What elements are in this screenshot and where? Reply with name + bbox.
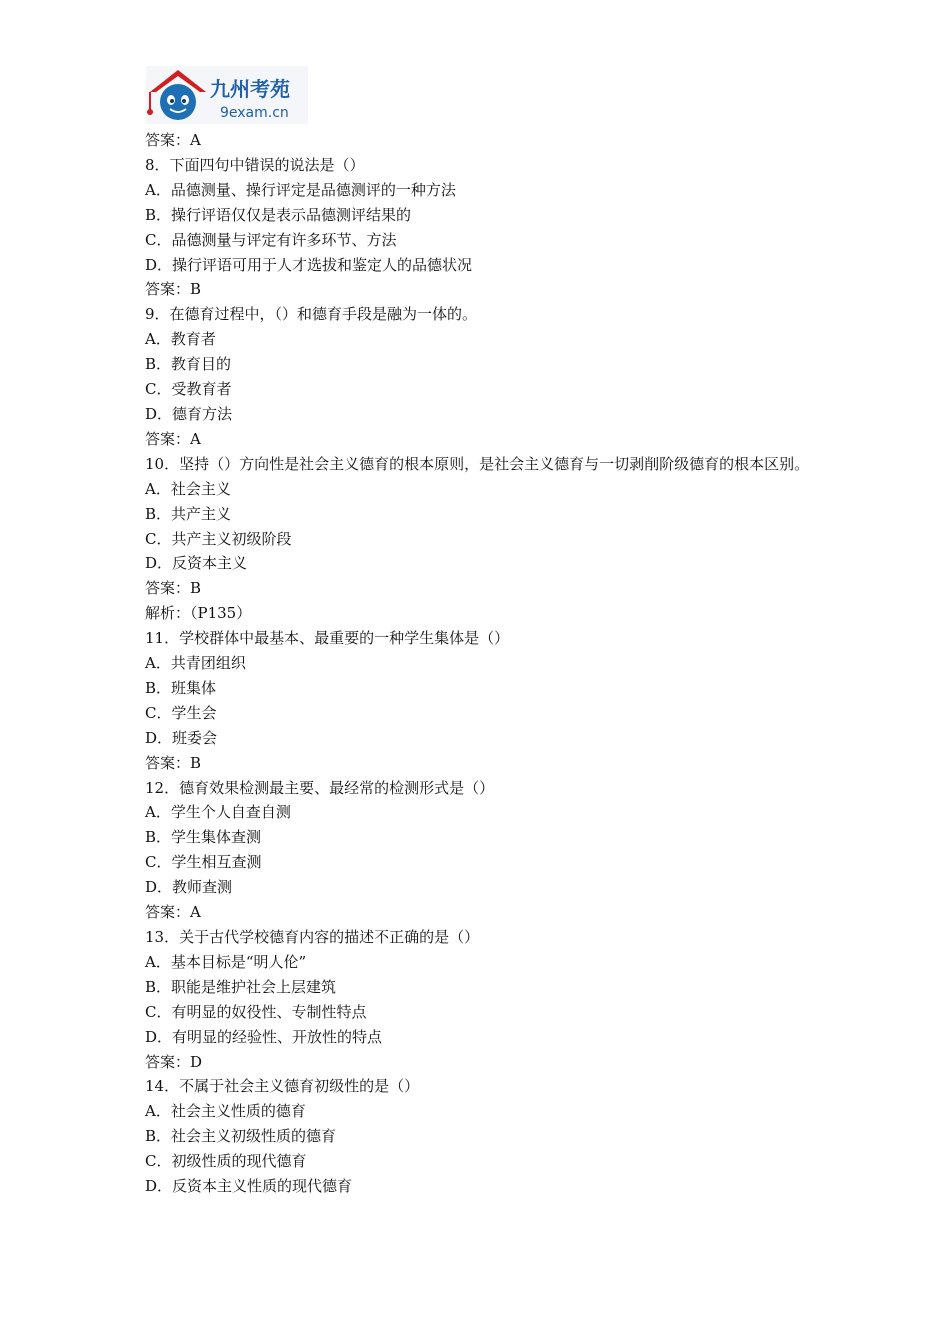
analysis-line: 解析：（P135） <box>145 604 252 623</box>
question-11: 11．学校群体中最基本、最重要的一种学生集体是（） <box>145 629 510 648</box>
option-c: C．共产主义初级阶段 <box>145 529 292 548</box>
question-12: 12．德育效果检测最主要、最经常的检测形式是（） <box>145 778 495 797</box>
option-b: B．教育目的 <box>145 355 232 374</box>
option-a: A．共青团组织 <box>145 654 246 673</box>
logo-domain: 9exam.cn <box>220 105 289 121</box>
option-a: A．社会主义 <box>145 479 231 498</box>
option-d: D．德育方法 <box>145 404 233 423</box>
option-a: A．教育者 <box>145 330 216 349</box>
option-a: A．基本目标是“明人伦” <box>145 952 307 971</box>
answer-line: 答案：B <box>145 753 202 772</box>
option-c: C．有明显的奴役性、专制性特点 <box>145 1002 367 1021</box>
option-b: B．共产主义 <box>145 504 232 523</box>
question-10: 10．坚持（）方向性是社会主义德育的根本原则，是社会主义德育与一切剥削阶级德育的根本区别。 <box>145 454 810 473</box>
option-c: C．初级性质的现代德育 <box>145 1152 307 1171</box>
option-d: D．教师查测 <box>145 878 233 897</box>
option-b: B．社会主义初级性质的德育 <box>145 1127 337 1146</box>
answer-line: 答案：D <box>145 1052 203 1071</box>
answer-line: 答案：A <box>145 903 201 922</box>
option-a: A．品德测量、操行评定是品德测评的一种方法 <box>145 180 456 199</box>
logo <box>146 66 308 124</box>
question-13: 13．关于古代学校德育内容的描述不正确的是（） <box>145 928 480 946</box>
answer-line: 答案：B <box>145 280 202 299</box>
option-a: A．学生个人自查自测 <box>145 803 291 822</box>
option-a: A．社会主义性质的德育 <box>145 1102 306 1121</box>
option-d: D．有明显的经验性、开放性的特点 <box>145 1027 383 1046</box>
option-c: C．学生会 <box>145 703 217 722</box>
option-b: B．操行评语仅仅是表示品德测评结果的 <box>145 205 412 224</box>
option-c: C．学生相互查测 <box>145 853 262 872</box>
question-9: 9．在德育过程中，（）和德育手段是融为一体的。 <box>145 305 478 324</box>
question-8: 8．下面四句中错误的说法是（） <box>145 155 365 174</box>
question-14: 14．不属于社会主义德育初级性的是（） <box>145 1077 420 1096</box>
option-d: D．反资本主义 <box>145 554 248 573</box>
option-c: C．品德测量与评定有许多环节、方法 <box>145 230 397 249</box>
option-c: C．受教育者 <box>145 380 232 399</box>
logo-graphic <box>146 66 308 124</box>
logo-brand-name: 九州考苑 <box>210 77 290 101</box>
question-content <box>145 128 810 1199</box>
answer-line: 答案：B <box>145 579 202 598</box>
answer-line: 答案：A <box>145 429 201 448</box>
option-b: B．职能是维护社会上层建筑 <box>145 977 337 996</box>
option-d: D．班委会 <box>145 728 218 747</box>
option-b: B．学生集体查测 <box>145 828 262 847</box>
option-b: B．班集体 <box>145 678 217 697</box>
mascot-icon <box>160 84 196 120</box>
option-d: D．操行评语可用于人才选拔和鉴定人的品德状况 <box>145 255 473 274</box>
option-d: D．反资本主义性质的现代德育 <box>145 1177 353 1196</box>
answer-line: 答案：A <box>145 131 201 149</box>
